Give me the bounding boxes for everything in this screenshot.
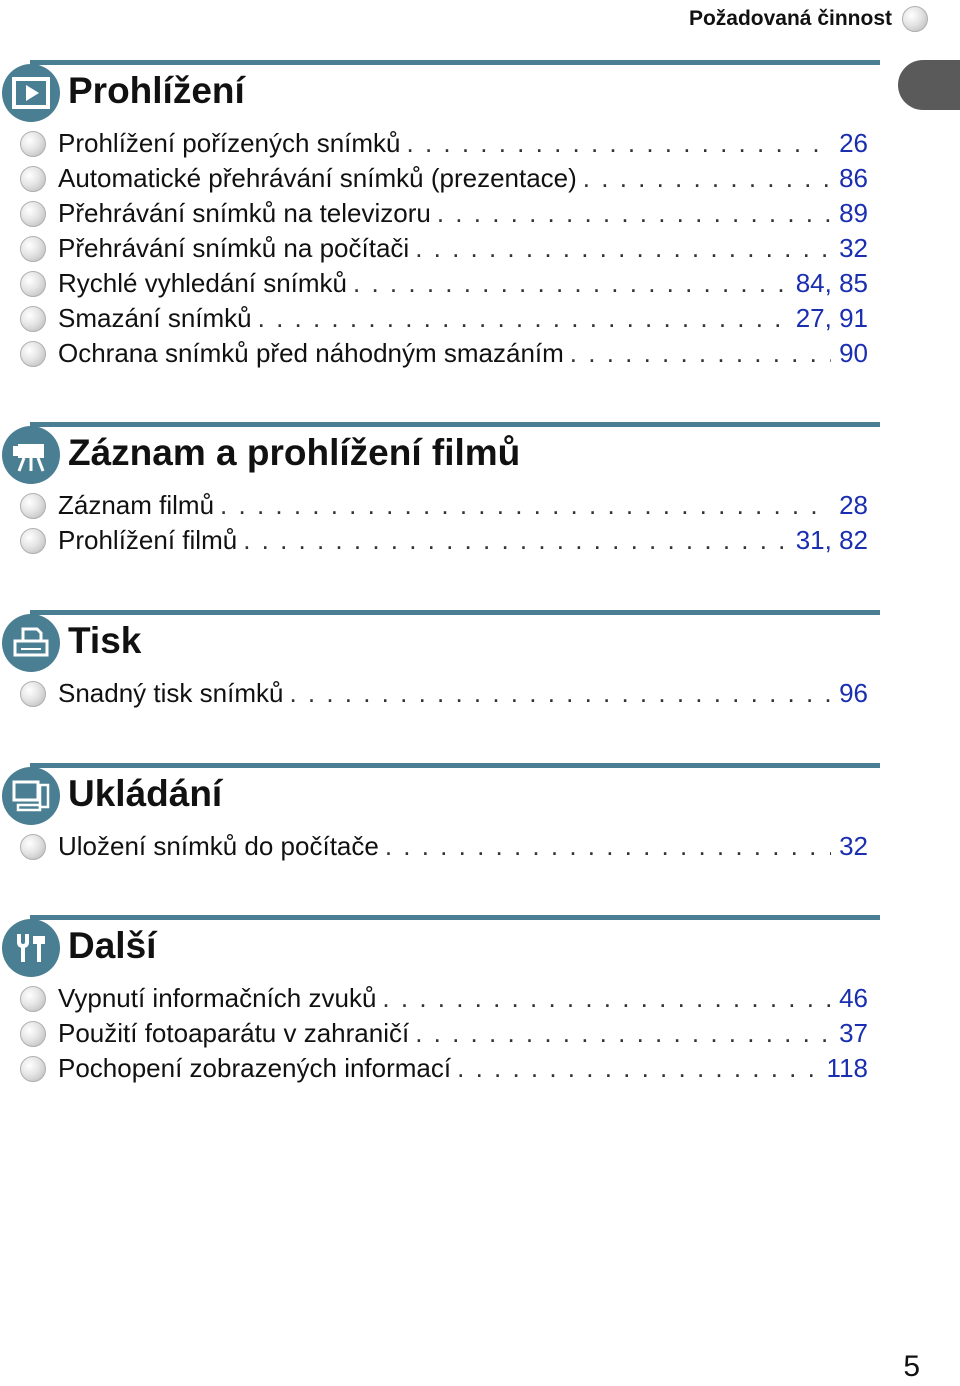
page-ref[interactable] <box>796 266 868 301</box>
bullet-icon <box>20 166 46 192</box>
bullet-icon <box>20 834 46 860</box>
section-title: Tisk <box>68 620 142 661</box>
bullet-icon <box>20 201 46 227</box>
leader-dots <box>407 126 832 161</box>
toc-list <box>20 488 868 558</box>
bullet-icon <box>20 271 46 297</box>
page-link[interactable]: 32 <box>839 233 868 263</box>
toc-item[interactable] <box>20 196 868 231</box>
leader-dots <box>382 981 831 1016</box>
toc-label: Prohlížení pořízených snímků <box>58 128 401 158</box>
page-ref[interactable] <box>839 981 868 1016</box>
leader-dots <box>570 336 831 371</box>
page-link[interactable]: 86 <box>839 163 868 193</box>
page-link[interactable]: 26 <box>839 128 868 158</box>
page-ref[interactable] <box>839 676 868 711</box>
toc-label: Použití fotoaparátu v zahraničí <box>58 1018 410 1048</box>
section-rule <box>30 60 880 65</box>
page-ref[interactable] <box>796 523 868 558</box>
bullet-icon <box>902 6 928 32</box>
toc-item[interactable] <box>20 266 868 301</box>
page-link[interactable]: 37 <box>839 1018 868 1048</box>
playback-icon <box>2 64 60 122</box>
section-rule <box>30 763 880 768</box>
toc-label: Snadný tisk snímků <box>58 678 284 708</box>
toc-item[interactable] <box>20 126 868 161</box>
toc-label: Automatické přehrávání snímků (prezentace) <box>58 163 577 193</box>
page-separator: , <box>824 268 840 298</box>
bullet-icon <box>20 341 46 367</box>
section-title: Prohlížení <box>68 70 245 111</box>
toc-label: Přehrávání snímků na počítači <box>58 233 410 263</box>
section-title: Další <box>68 925 157 966</box>
leader-dots <box>437 196 831 231</box>
toc-item[interactable] <box>20 301 868 336</box>
toc-label: Pochopení zobrazených informací <box>58 1053 452 1083</box>
page-link[interactable]: 27 <box>795 303 825 333</box>
toc-item[interactable] <box>20 161 868 196</box>
section-rule <box>30 422 880 427</box>
toc-item[interactable] <box>20 488 868 523</box>
page-link[interactable]: 28 <box>839 490 868 520</box>
leader-dots <box>220 488 831 523</box>
tools-icon <box>2 919 60 977</box>
page-ref[interactable] <box>839 231 868 266</box>
toc-label: Uložení snímků do počítače <box>58 831 379 861</box>
toc-label: Vypnutí informačních zvuků <box>58 983 377 1013</box>
page-ref[interactable] <box>839 161 868 196</box>
page-ref[interactable] <box>839 1016 868 1051</box>
page-link[interactable]: 90 <box>839 338 868 368</box>
leader-dots <box>583 161 831 196</box>
toc-list <box>20 676 868 711</box>
toc-item[interactable] <box>20 1016 868 1051</box>
running-header <box>689 6 928 32</box>
toc-label: Záznam filmů <box>58 490 215 520</box>
page-ref[interactable] <box>839 196 868 231</box>
section-rule <box>30 915 880 920</box>
page-ref[interactable] <box>827 1051 868 1086</box>
section-rule <box>30 610 880 615</box>
bullet-icon <box>20 131 46 157</box>
section-title: Záznam a prohlížení filmů <box>68 432 521 473</box>
toc-item[interactable] <box>20 676 868 711</box>
toc-label: Prohlížení filmů <box>58 525 238 555</box>
printer-icon <box>2 614 60 672</box>
page-ref[interactable] <box>839 126 868 161</box>
movie-camera-icon <box>2 426 60 484</box>
leader-dots <box>415 1016 831 1051</box>
toc-item[interactable] <box>20 336 868 371</box>
page-link[interactable]: 32 <box>839 831 868 861</box>
toc-list <box>20 829 868 864</box>
bullet-icon <box>20 681 46 707</box>
toc-list <box>20 981 868 1086</box>
page-separator: , <box>824 303 840 333</box>
page-link[interactable]: 46 <box>839 983 868 1013</box>
bullet-icon <box>20 986 46 1012</box>
page-ref[interactable] <box>796 301 868 336</box>
toc-label: Rychlé vyhledání snímků <box>58 268 348 298</box>
page-number: 5 <box>903 1350 920 1383</box>
toc-item[interactable] <box>20 1051 868 1086</box>
toc-item[interactable] <box>20 829 868 864</box>
page-link[interactable]: 84 <box>795 268 825 298</box>
page-link[interactable]: 96 <box>839 678 868 708</box>
page-link[interactable]: 85 <box>839 268 868 298</box>
running-header-title: Požadovaná činnost <box>688 7 892 30</box>
leader-dots <box>457 1051 818 1086</box>
toc-item[interactable] <box>20 231 868 266</box>
chapter-tab <box>898 60 960 110</box>
bullet-icon <box>20 528 46 554</box>
page-link[interactable]: 118 <box>826 1053 868 1083</box>
page-link[interactable]: 91 <box>839 303 868 333</box>
page-ref[interactable] <box>839 829 868 864</box>
bullet-icon <box>20 306 46 332</box>
toc-label: Smazání snímků <box>58 303 252 333</box>
bullet-icon <box>20 236 46 262</box>
leader-dots <box>415 231 831 266</box>
leader-dots <box>289 676 831 711</box>
toc-list <box>20 126 868 371</box>
section-title: Ukládání <box>68 773 223 814</box>
bullet-icon <box>20 1056 46 1082</box>
toc-item[interactable] <box>20 981 868 1016</box>
toc-label: Přehrávání snímků na televizoru <box>58 198 431 228</box>
bullet-icon <box>20 493 46 519</box>
page-link[interactable]: 31 <box>795 525 825 555</box>
leader-dots <box>258 301 788 336</box>
page-ref[interactable] <box>839 336 868 371</box>
page-separator: , <box>824 525 840 555</box>
leader-dots <box>243 523 788 558</box>
page-link[interactable]: 82 <box>839 525 868 555</box>
toc-item[interactable] <box>20 523 868 558</box>
leader-dots <box>353 266 788 301</box>
page-ref[interactable] <box>839 488 868 523</box>
bullet-icon <box>20 1021 46 1047</box>
page-link[interactable]: 89 <box>839 198 868 228</box>
toc-label: Ochrana snímků před náhodným smazáním <box>58 338 564 368</box>
computer-icon <box>2 767 60 825</box>
leader-dots <box>385 829 831 864</box>
